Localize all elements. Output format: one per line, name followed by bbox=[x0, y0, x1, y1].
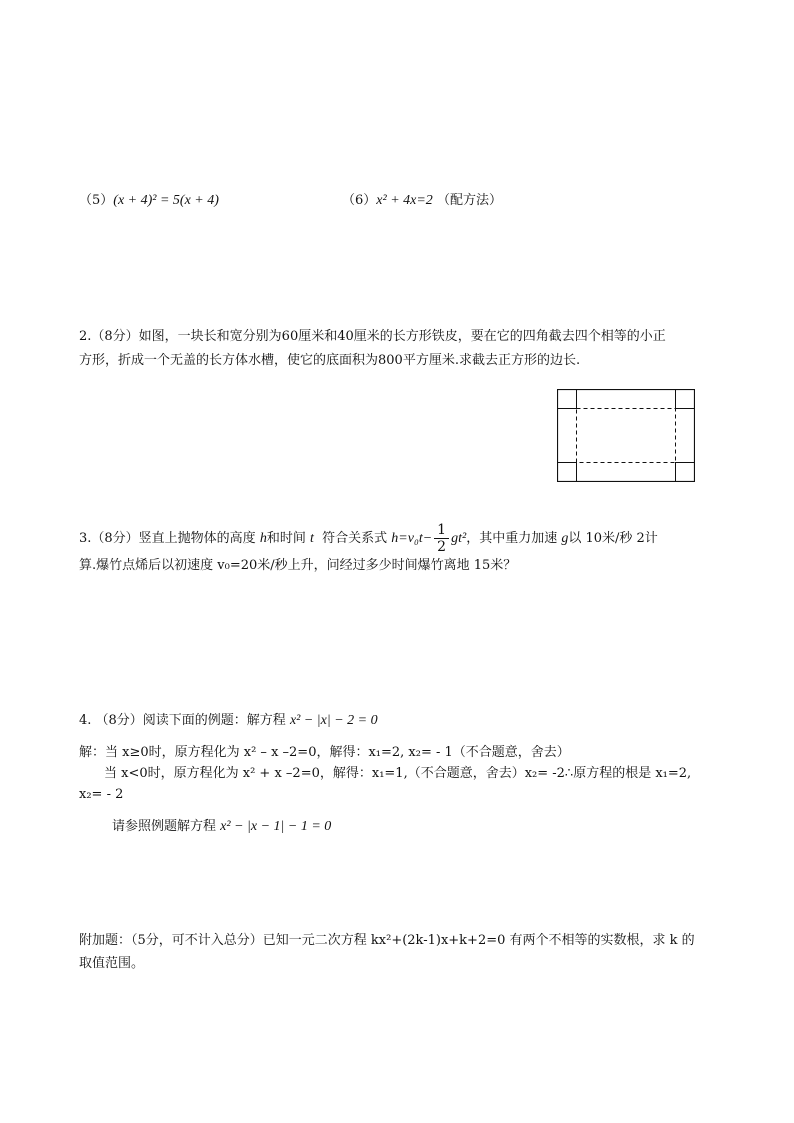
q1-item5-label: （5） bbox=[79, 193, 114, 208]
q3-formula-left: h=v₀t− bbox=[391, 531, 433, 546]
q3-text-4: ，其中重力加速 bbox=[466, 531, 558, 546]
corner-square-bottom-left bbox=[558, 463, 577, 482]
q4-solution-line1: 解：当 x≥0时，原方程化为 x² – x –2=0，解得：x₁=2, x₂= - 1（不合题意，舍去） bbox=[79, 745, 570, 760]
q3-var-g: g bbox=[561, 531, 569, 546]
q3-var-t: t bbox=[309, 531, 314, 546]
q3-frac-den: 2 bbox=[437, 539, 447, 555]
q3-formula-right: gt² bbox=[451, 531, 467, 546]
corner-square-bottom-right bbox=[676, 463, 695, 482]
q2-line1: 2.（8分）如图，一块长和宽分别为60厘米和40厘米的长方形铁皮，要在它的四角截去四个相等的小正 bbox=[79, 329, 666, 344]
q3-frac-num: 1 bbox=[434, 522, 449, 539]
bonus-line2: 取值范围。 bbox=[79, 956, 145, 971]
q4-task bbox=[112, 817, 331, 837]
q4-example-equation: x² − |x| − 2 = 0 bbox=[289, 713, 378, 728]
q4-task-equation: x² − |x − 1| − 1 = 0 bbox=[220, 819, 332, 834]
q3-line2: 算.爆竹点烯后以初速度 v₀=20米/秒上升，问经过多少时间爆竹离地 15米？ bbox=[79, 558, 517, 573]
q2-line2: 方形，折成一个无盖的长方体水槽，使它的底面积为800平方厘米.求截去正方形的边长. bbox=[79, 353, 581, 368]
q4-solution-line2: 当 x<0时，原方程化为 x² + x –2=0，解得：x₁=1,（不合题意，舍去）x₂= -2∴原方程的根是 x₁=2, bbox=[104, 766, 692, 781]
q1-item6-method: （配方法） bbox=[436, 193, 502, 208]
corner-square-top-left bbox=[558, 390, 577, 409]
q1-item6 bbox=[342, 191, 502, 211]
q1-item5 bbox=[79, 191, 219, 211]
q3-fraction bbox=[434, 522, 449, 555]
corner-square-top-right bbox=[676, 390, 695, 409]
q3-text-5: 以 10米/秒 2计 bbox=[568, 531, 658, 546]
q1-item6-label: （6） bbox=[342, 193, 377, 208]
sheet-figure bbox=[557, 389, 695, 482]
q4-intro-text: 4. （8分）阅读下面的例题：解方程 bbox=[79, 713, 286, 728]
q1-item5-expr: (x + 4)² = 5(x + 4) bbox=[113, 193, 219, 208]
q3-line1 bbox=[79, 522, 658, 555]
fold-lines bbox=[577, 409, 676, 463]
q1-item6-expr: x² + 4x=2 bbox=[376, 193, 433, 208]
q3-text-1: 3.（8分）竖直上抛物体的高度 bbox=[79, 531, 256, 546]
q4-task-text: 请参照例题解方程 bbox=[112, 819, 217, 834]
q3-var-h: h bbox=[259, 531, 267, 546]
q3-text-2: 和时间 bbox=[266, 531, 306, 546]
q4-solution-line3: x₂= - 2 bbox=[79, 787, 124, 802]
sheet-outline bbox=[558, 390, 695, 482]
q4-intro bbox=[79, 711, 378, 731]
q3-text-3: 符合关系式 bbox=[322, 531, 388, 546]
bonus-line1: 附加题：（5分，可不计入总分）已知一元二次方程 kx²+(2k-1)x+k+2=0 有两个不相等的实数根，求 k 的 bbox=[79, 933, 695, 948]
